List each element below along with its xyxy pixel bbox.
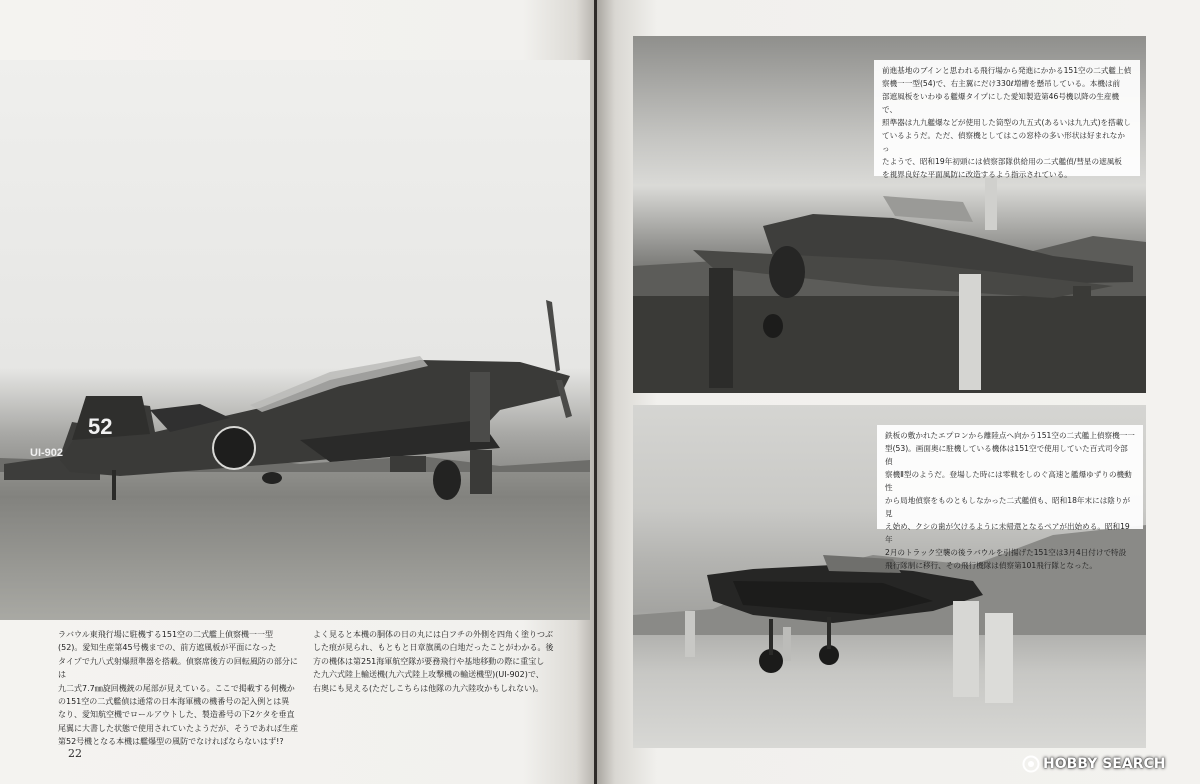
page-number: 22 [68, 747, 82, 760]
main-caption-column-1: ラバウル東飛行場に駐機する151空の二式艦上偵察機一一型 (52)。愛知生産第45号機までの、前方遮風板が平面になった タイプで九八式射爆照準器を搭載。偵察席後方の回転風防の部分には 九二式7.7㎜旋回機銃の尾部が見えている。ここで掲載する何機か の151空の二式艦偵は通常の日本海軍機の機番号の記入例とは異 なり、愛知航空機でロールアウトした、製造番号の下2ケタを垂直 尾翼に大書した状態で使用されていたようだが、そうであれば生産 第52号機となる本機は艦爆型の風防でなければならないはず!? [58, 630, 298, 747]
top-photo-caption: 前進基地のブインと思われる飛行場から発進にかかる151空の二式艦上偵 察機一一型(54)で、右主翼にだけ330ℓ増槽を懸吊している。本機は前 部遮風板をいわゆる艦爆タイプにした愛知製造第46号機以降の生産機で、 照準器は九九艦爆などが使用した筒型の九五式(あるいは九九式)を搭載し ているようだ。ただ、偵察機としてはこの窓枠の多い形状は好まれなかっ たようで、昭和19年初頭には偵察部隊供給用の二式艦偵/彗星の遮風板 を視界良好な平面風防に改造するよう指示されている。 [874, 60, 1140, 176]
hobby-search-logo-icon [1022, 755, 1040, 773]
main-photo-drawing [0, 60, 590, 620]
rear-aircraft-code: UI-902 [30, 447, 64, 459]
tail-number-52: 52 [88, 414, 113, 439]
bottom-photo-caption: 鉄板の敷かれたエプロンから離陸点へ向かう151空の二式艦上偵察機一一 型(53)。画面奥に駐機している機体は151空で使用していた百式司令部偵 察機Ⅱ型のようだ。登場した時には零戦をしのぐ高速と艦爆ゆずりの機動性 から局地偵察をものともしなかった二式艦偵も、昭和18年末には陰りが見 え始め、クシの歯が欠けるように未帰還となるペアが出始める。昭和19年 2月のトラック空襲の後ラバウルを引揚げた151空は3月4日付けで特設 飛行隊制に移行、その飛行機隊は偵察第101飛行隊となった。 [877, 425, 1143, 529]
main-caption-column-2: よく見ると本機の胴体の日の丸には白フチの外側を四角く塗りつぶ した痕が見られ、もともと日章旗風の白地だったことがわかる。後 方の機体は第251海軍航空隊が要務飛行や基地移動の際に重宝し た九六式陸上輸送機(九六式陸上攻撃機の輸送機型)(UI-902)で、 右奥にも見える(ただしこちらは他隊の九六陸攻かもしれない)。 [313, 630, 554, 693]
hobby-search-watermark [1022, 752, 1194, 776]
main-aircraft-photo [0, 60, 590, 620]
watermark-brand: HOBBY SEARCH [1043, 756, 1166, 772]
